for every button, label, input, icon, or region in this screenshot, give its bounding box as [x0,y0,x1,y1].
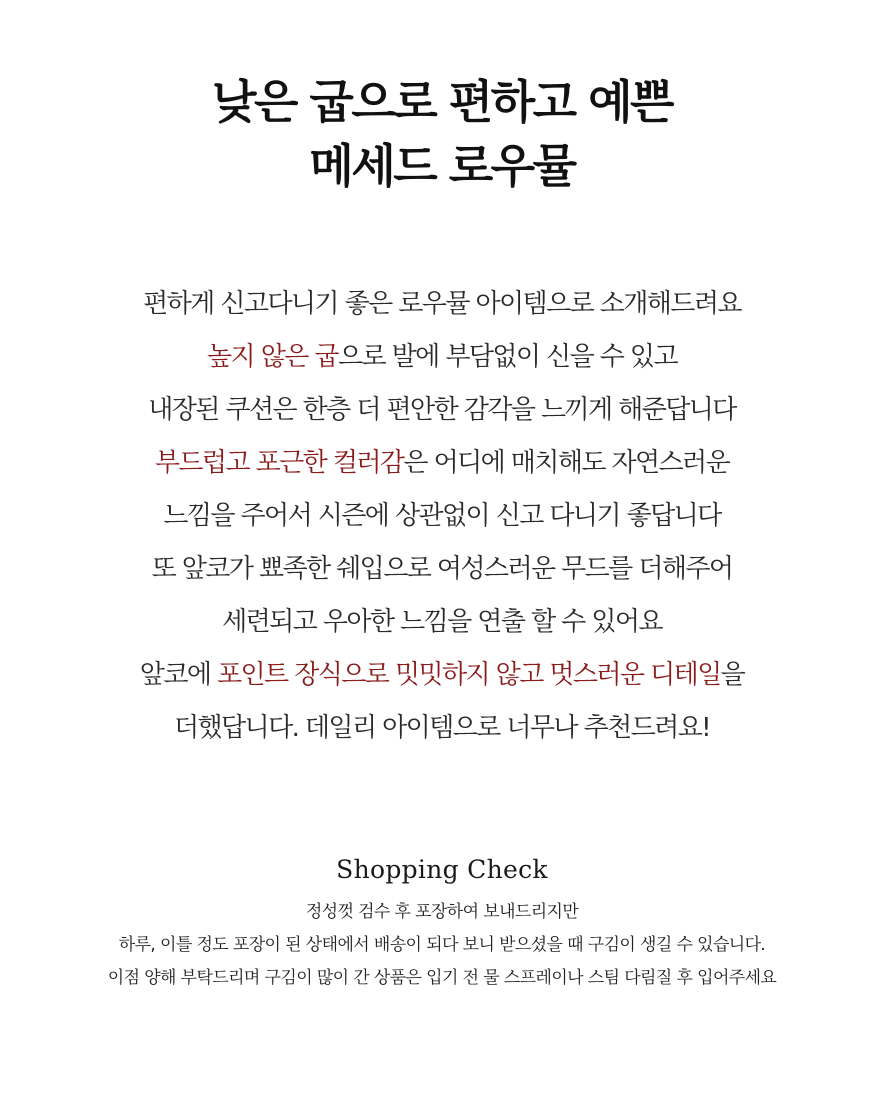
description-text: 은 어디에 매치해도 자연스러운 [403,448,730,478]
notice-line: 하루, 이틀 정도 포장이 된 상태에서 배송이 되다 보니 받으셨을 때 구김이 생길 수 있습니다. [118,935,766,955]
shopping-check-title: Shopping Check [336,855,548,884]
product-description [0,278,884,755]
description-line: 내장된 쿠션은 한층 더 편안한 감각을 느끼게 해준답니다 [148,395,736,425]
description-highlight: 높지 않은 굽 [207,342,338,372]
notice-line: 정성껏 검수 후 포장하여 보내드리지만 [305,902,579,922]
description-highlight: 부드럽고 포근한 컬러감 [154,448,404,478]
description-text: 으로 발에 부담없이 신을 수 있고 [337,342,677,372]
description-line [0,331,884,384]
description-text: 을 [720,660,745,690]
description-line: 또 앞코가 뾰족한 쉐입으로 여성스러운 무드를 더해주어 [151,554,733,584]
description-line [0,437,884,490]
notice-line: 이점 양해 부탁드리며 구김이 많이 간 상품은 입기 전 물 스프레이나 스팀 다림질 후 입어주세요 [107,968,777,988]
description-line: 세련되고 우아한 느낌을 연출 할 수 있어요 [222,607,662,637]
description-line: 더했답니다. 데일리 아이템으로 너무나 추천드려요! [174,713,710,743]
description-line [0,649,884,702]
headline-line-1: 낮은 굽으로 편하고 예쁜 [212,75,672,129]
description-text: 앞코에 [139,660,218,690]
description-line: 느낌을 주어서 시즌에 상관없이 신고 다니기 좋답니다 [163,501,721,531]
headline-line-2: 메세드 로우뮬 [309,139,575,193]
headline [0,70,884,198]
description-highlight: 포인트 장식으로 밋밋하지 않고 멋스러운 디테일 [217,660,721,690]
shopping-check-notice [0,896,884,995]
description-line: 편하게 신고다니기 좋은 로우뮬 아이템으로 소개해드려요 [143,289,741,319]
